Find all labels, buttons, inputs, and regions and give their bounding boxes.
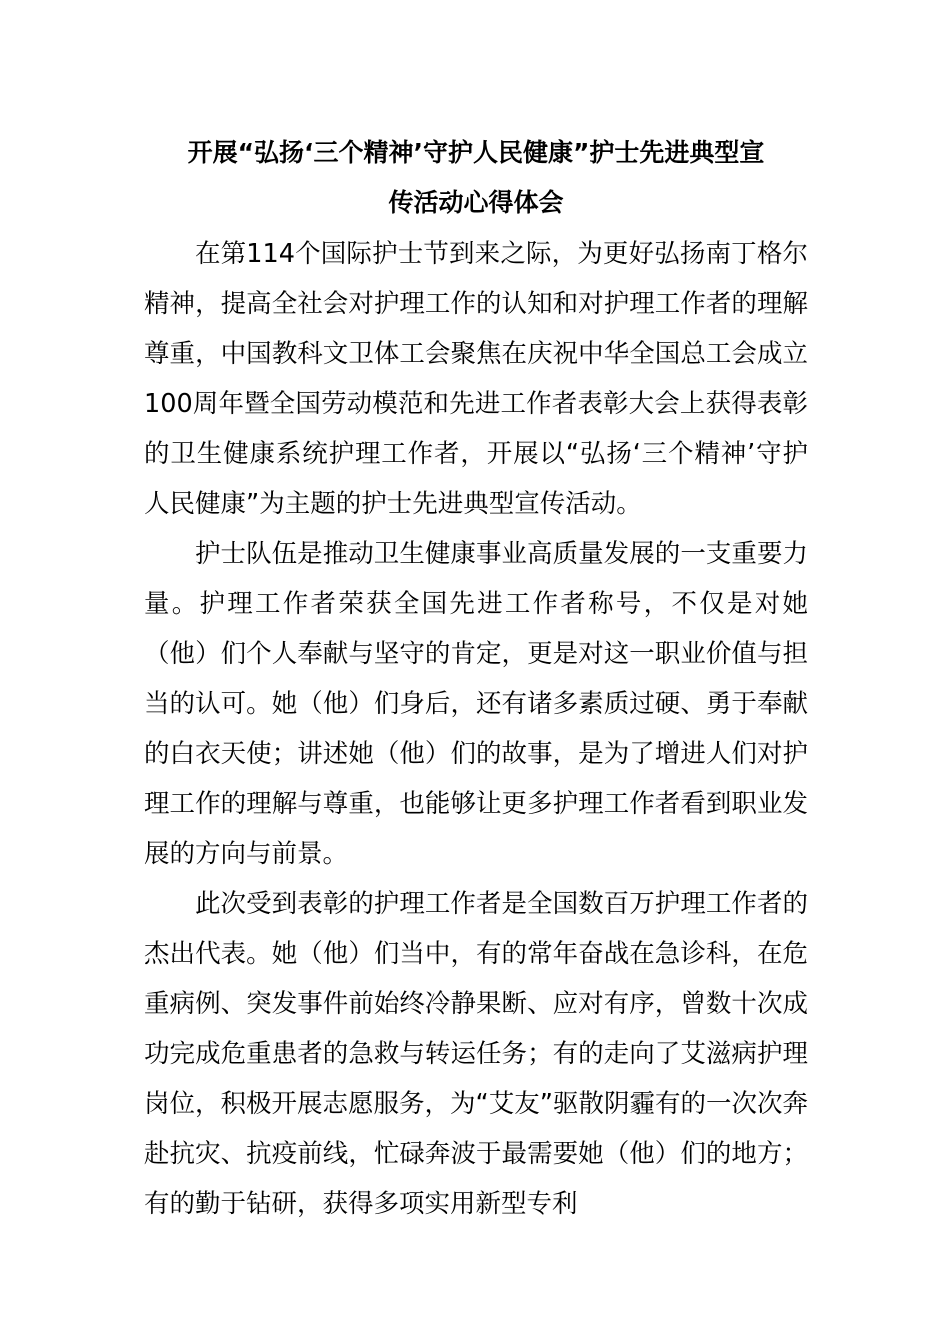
paragraph-1: 在第114个国际护士节到来之际，为更好弘扬南丁格尔精神，提高全社会对护理工作的认知和对护理工作者的理解尊重，中国教科文卫体工会聚焦在庆祝中华全国总工会成立100周年暨全国劳动模范和先进工作者表彰大会上获得表彰的卫生健康系统护理工作者，开展以“弘扬‘三个精神’守护人民健康”为主题的护士先进典型宣传活动。 xyxy=(144,239,808,519)
document-title xyxy=(144,128,808,228)
paragraph-2: 护士队伍是推动卫生健康事业高质量发展的一支重要力量。护理工作者荣获全国先进工作者称号，不仅是对她（他）们个人奉献与坚守的肯定，更是对这一职业价值与担当的认可。她（他）们身后，还有诸多素质过硬、勇于奉献的白衣天使；讲述她（他）们的故事，是为了增进人们对护理工作的理解与尊重，也能够让更多护理工作者看到职业发展的方向与前景。 xyxy=(144,539,808,869)
paragraph-3: 此次受到表彰的护理工作者是全国数百万护理工作者的杰出代表。她（他）们当中，有的常年奋战在急诊科，在危重病例、突发事件前始终冷静果断、应对有序，曾数十次成功完成危重患者的急救与转运任务；有的走向了艾滋病护理岗位，积极开展志愿服务，为“艾友”驱散阴霾有的一次次奔赴抗灾、抗疫前线，忙碌奔波于最需要她（他）们的地方；有的勤于钻研，获得多项实用新型专利 xyxy=(144,889,808,1219)
title-line-1: 开展“弘扬‘三个精神’守护人民健康”护士先进典型宣 xyxy=(187,138,765,167)
title-line-2: 传活动心得体会 xyxy=(388,188,564,217)
document-body xyxy=(144,229,808,1229)
